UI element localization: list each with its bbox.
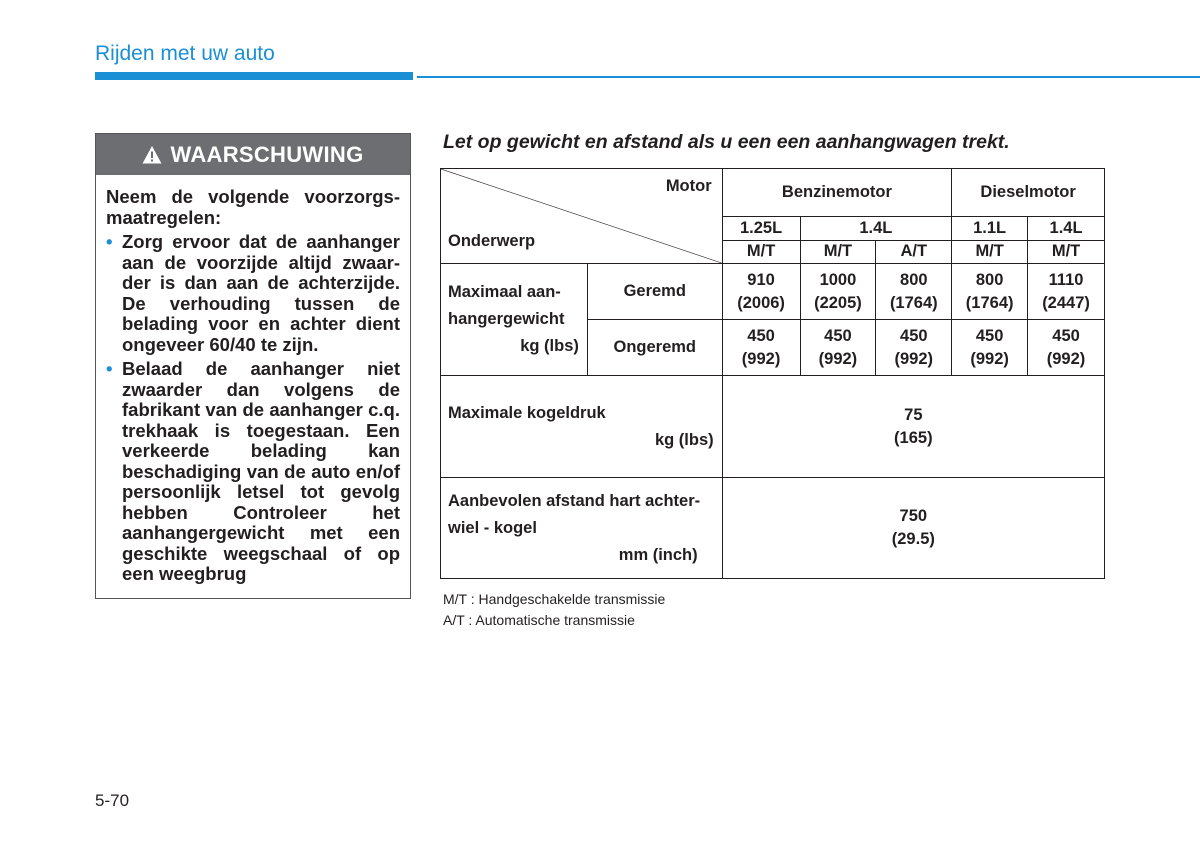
engine-group-header: Dieselmotor (952, 169, 1105, 217)
table-cell: 800 (1764) (876, 264, 952, 320)
braked-label: Geremd (587, 264, 722, 320)
tongue-load-label-cell (441, 376, 723, 478)
table-cell: 1110 (2447) (1028, 264, 1105, 320)
table-cell: 75 (165) (722, 376, 1104, 478)
warning-triangle-icon (142, 145, 162, 165)
section-title: Rijden met uw auto (95, 42, 275, 65)
bullet-icon: • (106, 231, 113, 252)
table-corner-cell (441, 169, 723, 264)
corner-subject-label: Onderwerp (448, 232, 536, 250)
distance-label-cell (441, 478, 723, 579)
footnote: A/T : Automatische transmissie (443, 612, 635, 628)
row-label: Aanbevolen afstand hart achter- (448, 491, 701, 510)
transmission-header: M/T (800, 240, 876, 263)
warning-header (96, 134, 410, 175)
row-label: Maximale kogeldruk (448, 403, 606, 422)
warning-item-text: Belaad de aanhanger niet zwaarder dan volgens de fabrikant van de aanhanger c.q. trekhaak is toegestaan. Een verkeerde belading kan beschadiging van de auto en/of persoonlijk letsel tot gevolg hebben Controleer het aanhangergewicht met een geschikte weegschaal of op een weegbrug (122, 358, 400, 584)
corner-motor-label: Motor (665, 177, 712, 195)
bullet-icon: • (106, 358, 113, 379)
trailer-weight-label-cell (441, 264, 588, 376)
engine-group-header: Benzinemotor (722, 169, 952, 217)
table-cell: 750 (29.5) (722, 478, 1104, 579)
warning-item-text: Zorg ervoor dat de aanhanger aan de voorzijde altijd zwaar-der is dan aan de achterzijde. De verhouding tussen de belading voor en achter dient ongeveer 60/40 te zijn. (122, 231, 400, 355)
page-number: 5-70 (95, 791, 130, 810)
transmission-header: A/T (876, 240, 952, 263)
table-cell: 450 (992) (1028, 320, 1105, 376)
displacement-header: 1.4L (1028, 216, 1105, 240)
table-cell: 450 (992) (952, 320, 1028, 376)
warning-title: WAARSCHUWING (170, 141, 364, 167)
warning-intro: Neem de volgende voorzorgs-maatregelen: (106, 186, 400, 228)
list-item (106, 359, 400, 585)
table-cell: 1000 (2205) (800, 264, 876, 320)
table-cell: 450 (992) (722, 320, 800, 376)
displacement-header: 1.4L (800, 216, 952, 240)
warning-box (95, 133, 411, 599)
warning-list (106, 232, 400, 585)
warning-body (96, 175, 410, 585)
trailer-spec-table (440, 168, 1105, 579)
table-cell: 450 (992) (800, 320, 876, 376)
unbraked-label: Ongeremd (587, 320, 722, 376)
row-label: Maximaal aan- (448, 283, 561, 301)
footnote: M/T : Handgeschakelde transmissie (443, 591, 666, 607)
transmission-header: M/T (952, 240, 1028, 263)
row-unit: kg (lbs) (520, 337, 579, 355)
table-title: Let op gewicht en afstand als u een een aanhangwagen trekt. (443, 131, 1010, 153)
transmission-header: M/T (1028, 240, 1105, 263)
displacement-header: 1.1L (952, 216, 1028, 240)
table-cell: 800 (1764) (952, 264, 1028, 320)
header-rule (417, 76, 1200, 78)
row-unit: kg (lbs) (654, 430, 714, 449)
header-bar-accent (95, 72, 413, 80)
row-label: hangergewicht (448, 310, 565, 328)
transmission-header: M/T (722, 240, 800, 263)
displacement-header: 1.25L (722, 216, 800, 240)
row-label: wiel - kogel (448, 518, 537, 537)
footnotes (443, 589, 665, 631)
table-cell: 910 (2006) (722, 264, 800, 320)
list-item (106, 232, 400, 355)
table-cell: 450 (992) (876, 320, 952, 376)
row-unit: mm (inch) (618, 545, 698, 564)
